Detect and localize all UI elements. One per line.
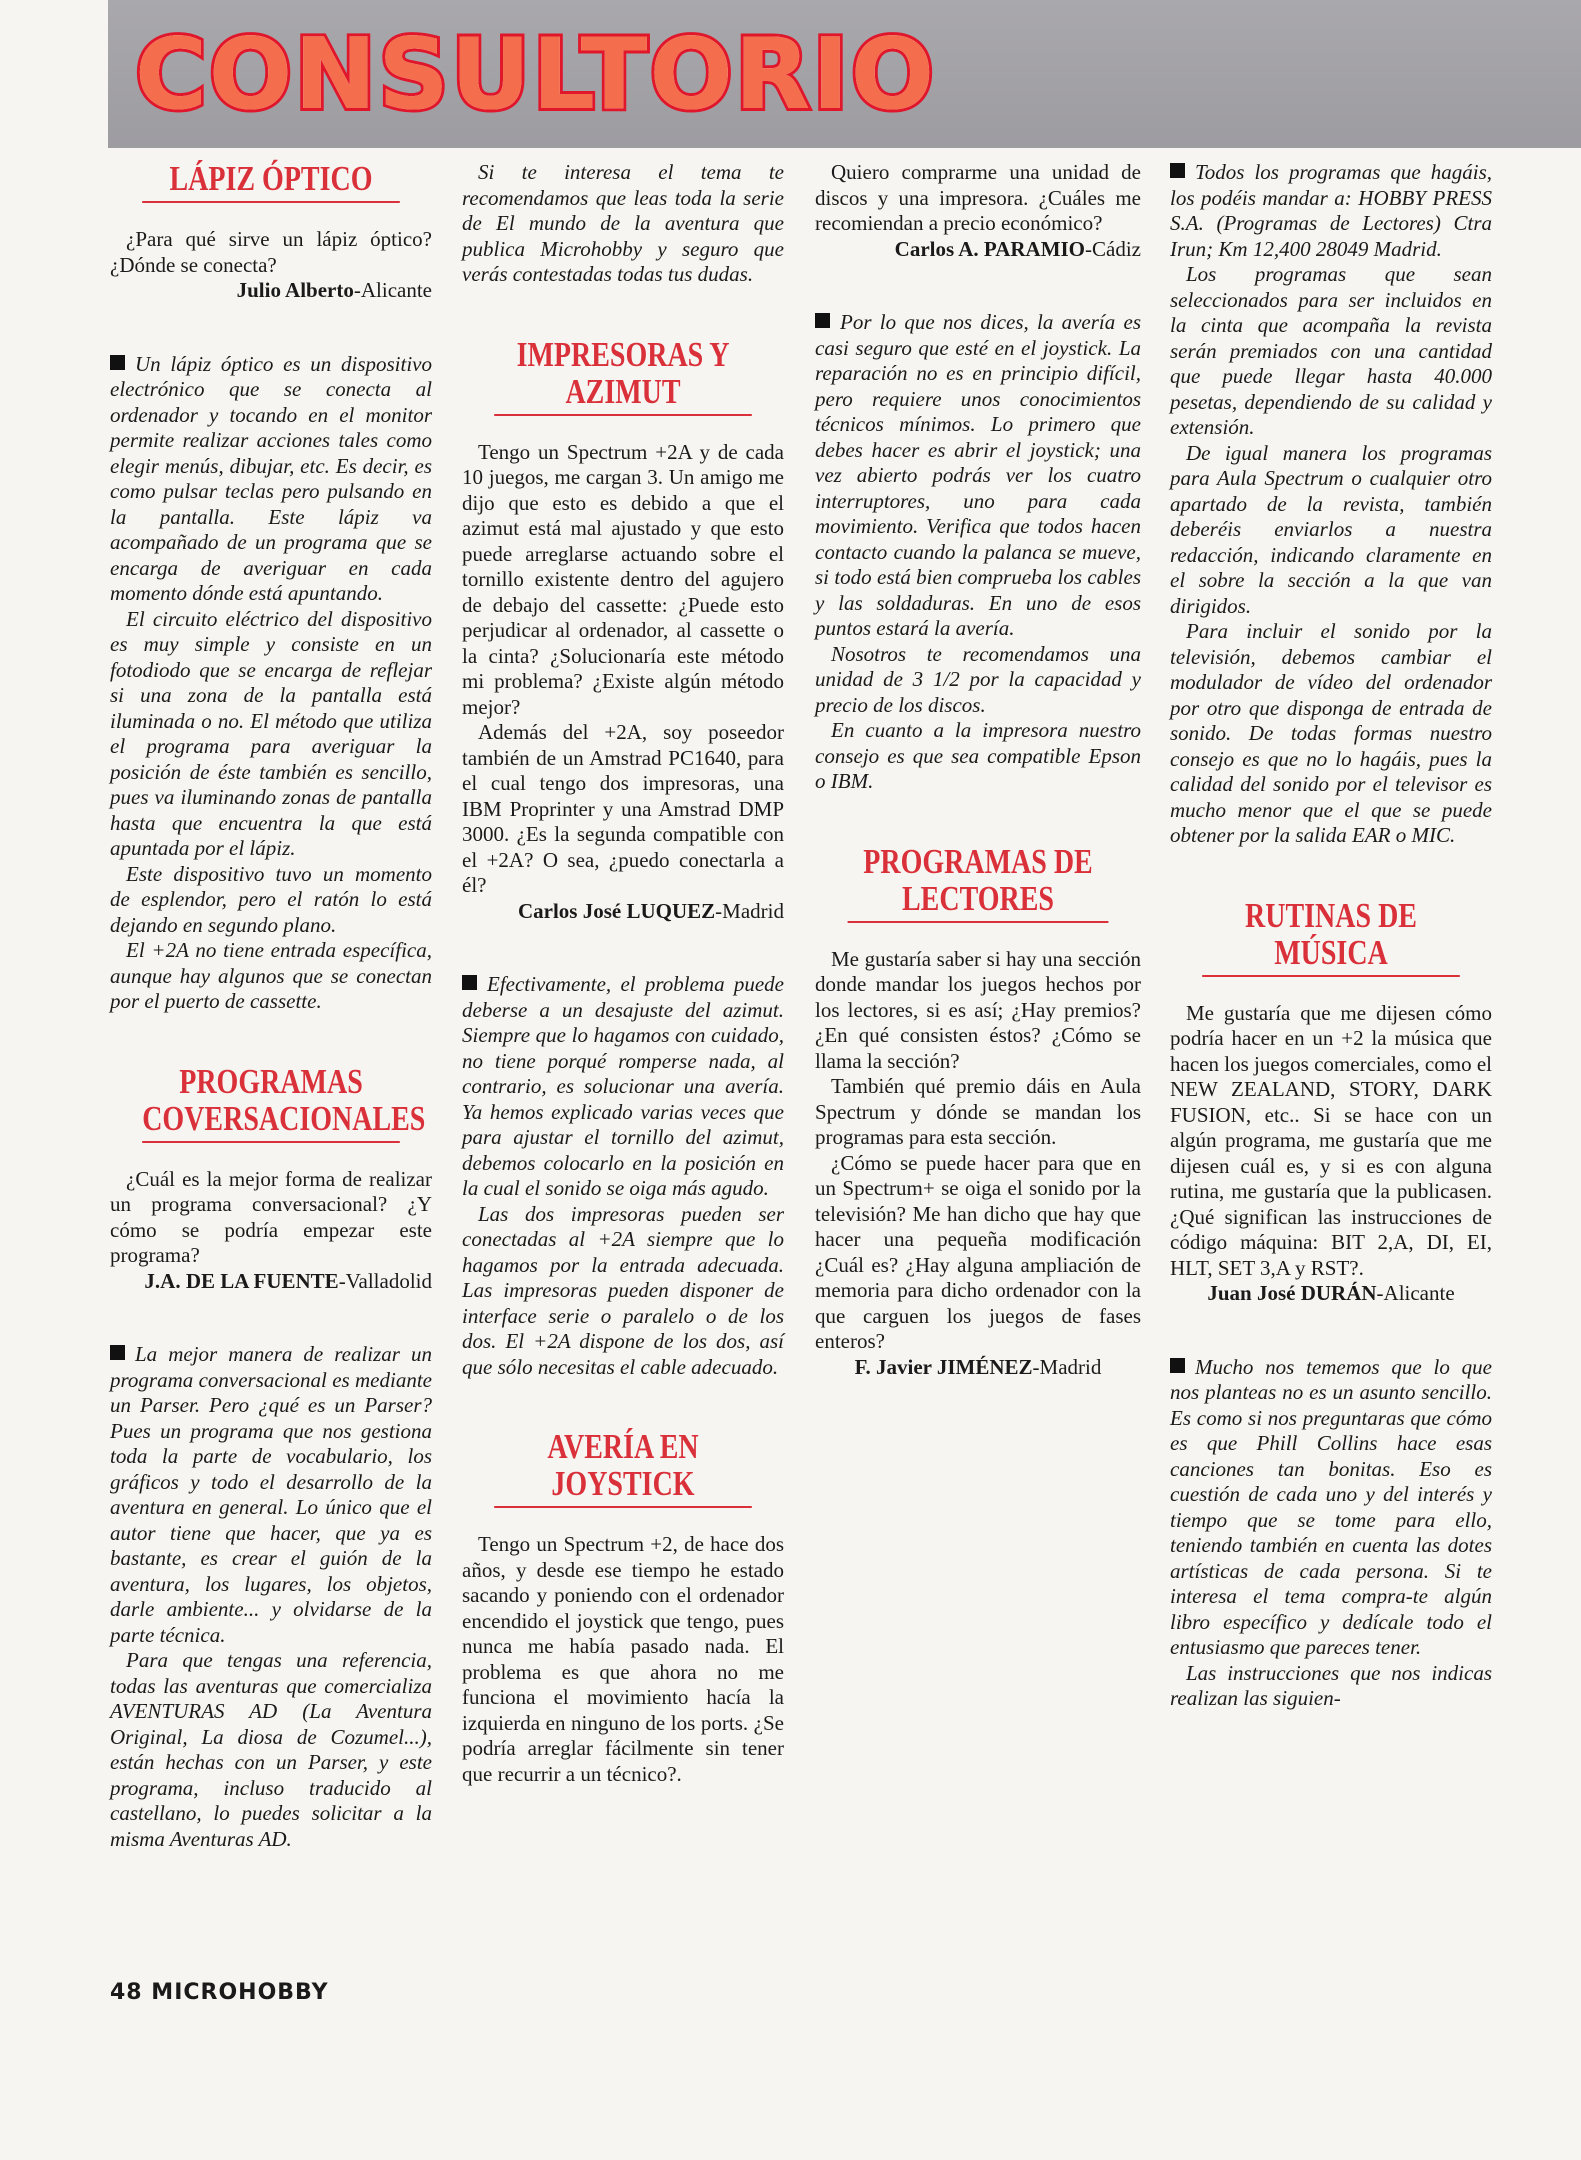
reply-paragraph: El +2A no tiene entrada específica, aunque hay algunos que se conectan por el puerto de cassette. [110,938,432,1013]
signature-name: Carlos A. PARAMIO [894,236,1086,261]
reply-paragraph: Para que tengas una referencia, todas las aventuras que comercializa AVENTURAS AD (La Aventura Original, La diosa de Cozumel...), están hechas con un Parser, y este programa, incluso traducido al castellano, lo puedes solicitar a la misma Aventuras AD. [110,1648,432,1851]
section-title-line: AZIMUT [565,371,681,411]
reply-paragraph: Los programas que sean seleccionados para ser incluidos en la cinta que acompaña la revista serán premiados con una cantidad que puede llegar hasta 40.000 pesetas, dependiendo de su calidad y extensión. [1170,262,1492,439]
signature-musica [1170,1281,1492,1307]
reply-paragraph: En cuanto a la impresora nuestro consejo es que sea compatible Epson o IBM. [815,718,1141,793]
letter-lectores [815,947,1141,1355]
section-title-lapiz [142,160,400,203]
reply-paragraph: Este dispositivo tuvo un momento de esplendor, pero el ratón lo está dejando en segundo plano. [110,861,432,937]
letter-averia-cont [815,160,1141,237]
signature-place: -Alicante [1376,1281,1455,1305]
signature-name: Carlos José LUQUEZ [517,898,716,923]
section-title-musica [1202,897,1460,977]
bullet-square-icon [110,1345,125,1360]
letter-paragraph: Tengo un Spectrum +2, de hace dos años, y desde ese tiempo he estado sacando y poniendo con el ordenador encendido el joystick que tengo, pues nunca me había pasado nada. El problema es que ahora no me funciona el movimiento hacía la izquierda en ninguno de los ports. ¿Se podría arreglar fácilmente sin tener que recurrir a un técnico?. [462,1532,784,1786]
magazine-name: MICROHOBBY [151,1980,329,2005]
letter-paragraph: También qué premio dáis en Aula Spectrum y dónde se mandan los programas para esta sección. [815,1074,1141,1149]
reply-averia [815,310,1141,795]
letter-lapiz [110,227,432,278]
signature-place: -Valladolid [338,1268,432,1293]
page-footer [110,1980,329,2005]
reply-paragraph: El circuito eléctrico del dispositivo es muy simple y consiste en un fotodiodo que se encarga de reflejar si una zona de la pantalla está iluminada o no. El método que utiliza el programa para averiguar la posición de éste también es sencillo, pues va iluminando zonas de pantalla hasta que encuentra la que está apuntada por el lápiz. [110,606,432,860]
section-title-line: LECTORES [902,878,1054,918]
letter-paragraph: ¿Cuál es la mejor forma de realizar un programa conversacional? ¿Y cómo se podría empezar este programa? [110,1166,432,1267]
reply-paragraph: La mejor manera de realizar un programa conversacional es mediante un Parser. Pero ¿qué es un Parser? Pues un programa que nos gestiona toda la parte de vocabulario, los gráficos y todo el desarrollo de la aventura en general. Lo único que el autor tiene que hacer, que ya es bastante, es crear el guión de la aventura, los lugares, los objetos, darle ambiente... y olvidarse de la parte técnica. [110,1342,432,1647]
letter-paragraph: ¿Cómo se puede hacer para que en un Spectrum+ se oiga el sonido por la televisión? Me han dicho que hay que hacer una pequeña modificación ¿Cuál es? ¿Hay alguna ampliación de memoria para dicho ordenador con la que carguen los juegos de fases enteros? [815,1150,1141,1353]
letter-paragraph: Quiero comprarme una unidad de discos y una impresora. ¿Cuáles me recomiendan a precio económico? [815,160,1141,235]
column-3 [815,160,1141,1380]
letter-conversacionales [110,1167,432,1269]
signature-conversacionales [110,1269,432,1295]
letter-paragraph: ¿Para qué sirve un lápiz óptico? ¿Dónde se conecta? [110,227,432,277]
masthead-title: CONSULTORIO [135,18,937,132]
section-title-text: LÁPIZ ÓPTICO [169,159,373,198]
reply-paragraph: Efectivamente, el problema puede deberse a un desajuste del azimut. Siempre que lo hagamos con cuidado, no tiene porqué romperse nada, al contrario, es solucionar una avería. Ya hemos explicado varias veces que para ajustar el tornillo del azimut, debemos colocarlo en la posición en la cual el sonido se oiga más agudo. [462,972,784,1200]
reply-musica [1170,1355,1492,1712]
reply-conversacionales-cont [462,160,784,288]
signature-name: Juan José DURÁN [1207,1281,1377,1305]
letter-paragraph: Tengo un Spectrum +2A y de cada 10 juegos, me cargan 3. Un amigo me dijo que esto es debido a que el azimut está mal ajustado y que esto puede arreglarse actuando sobre el tornillo existente dentro del agujero de debajo del cassette: ¿Puede esto perjudicar al ordenador, al cassette o la cinta? ¿Solucionaría este método mi problema? ¿Existe algún método mejor? [462,439,784,719]
reply-paragraph: Si te interesa el tema te recomendamos que leas toda la serie de El mundo de la aventura que publica Microhobby y seguro que verás contestadas todas tus dudas. [462,160,784,286]
reply-conversacionales [110,1342,432,1852]
section-title-averia [494,1428,752,1508]
signature-place: -Alicante [353,278,432,302]
column-4 [1170,160,1492,1712]
bullet-square-icon [1170,163,1185,178]
letter-impresoras [462,440,784,899]
section-title-text: RUTINAS DE MÚSICA [1245,895,1417,972]
page-number: 48 [110,1980,143,2005]
section-title-line: PROGRAMAS DE [863,841,1093,881]
reply-paragraph: Todos los programas que hagáis, los podéis mandar a: HOBBY PRESS S.A. (Programas de Lectores) Ctra Irun; Km 12,400 28049 Madrid. [1170,160,1492,261]
reply-paragraph: Por lo que nos dices, la avería es casi seguro que esté en el joystick. La reparación no es en principio difícil, pero requiere unos conocimientos técnicos mínimos. Lo primero que debes hacer es abrir el joystick; una vez abierto podrás ver los cuatro interruptores, uno para cada movimiento. Verifica que todos hacen contacto cuando la palanca se mueve, si todo está bien comprueba los cables y las soldaduras. En uno de esos puntos estará la avería. [815,310,1141,640]
signature-lectores [815,1355,1141,1381]
section-title-conversacionales [142,1061,426,1143]
reply-paragraph: Las dos impresoras pueden ser conectadas al +2A siempre que lo hagamos por la entrada adecuada. Las impresoras pueden disponer de interface serie o paralelo o de los dos. El +2A dispone de los dos, así que sólo necesitas el cable adecuado. [462,1201,784,1379]
signature-lapiz [110,278,432,304]
signature-name: J.A. DE LA FUENTE [144,1268,339,1293]
signature-averia [815,237,1141,263]
signature-place: -Cádiz [1085,236,1141,261]
bullet-square-icon [110,355,125,370]
section-title-line: COVERSACIONALES [142,1098,426,1138]
section-title-line: JOYSTICK [551,1464,695,1503]
bullet-square-icon [815,313,830,328]
reply-impresoras [462,972,784,1380]
letter-paragraph: Me gustaría saber si hay una sección donde mandar los juegos hechos por los lectores, si es así; ¿Hay premios? ¿En qué consisten éstos? ¿Cómo se llama la sección? [815,946,1141,1073]
reply-lectores [1170,160,1492,849]
letter-averia [462,1532,784,1787]
reply-paragraph: Para incluir el sonido por la televisión, debemos cambiar el modulador de vídeo del ordenador por otro que disponga de entrada de sonido. De todas formas nuestro consejo es que no lo hagáis, pues la calidad del sonido por el televisor es mucho menor que el que se puede obtener por la salida EAR o MIC. [1170,619,1492,847]
signature-place: -Madrid [715,898,784,923]
letter-paragraph: Me gustaría que me dijesen cómo podría hacer en un +2 la música que hacen los juegos comerciales, como el NEW ZEALAND, STORY, DARK FUSION, etc.. Si se hace con un algún programa, me gustaría que me dijesen cuál es, y si es con alguna rutina, me gustaría que la publicasen. ¿Qué significan las instrucciones de código máquina: BIT 2,A, DI, EI, HLT, SET 3,A y RST?. [1170,1000,1492,1280]
bullet-square-icon [1170,1358,1185,1373]
reply-paragraph: Nosotros te recomendamos una unidad de 3 1/2 por la capacidad y precio de los discos. [815,641,1141,717]
reply-paragraph: De igual manera los programas para Aula Spectrum o cualquier otro apartado de la revista, también deberéis enviarlos a nuestra redacción, indicando claramente en el sobre la sección a la que van dirigidos. [1170,440,1492,618]
reply-paragraph: Un lápiz óptico es un dispositivo electrónico que se conecta al ordenador y tocando en el monitor permite realizar acciones tales como elegir menús, dibujar, etc. Es decir, es como pulsar teclas pero pulsando en la pantalla. Este lápiz va acompañado de un programa que se encarga de averiguar en cada momento dónde está apuntando. [110,351,432,605]
section-title-impresoras [494,336,752,416]
signature-name: Julio Alberto [236,278,354,302]
bullet-square-icon [462,975,477,990]
reply-paragraph: Las instrucciones que nos indicas realizan las siguien- [1170,1660,1492,1710]
section-title-line: IMPRESORAS Y [516,334,730,374]
letter-musica [1170,1001,1492,1282]
signature-impresoras [462,899,784,925]
column-1 [110,160,432,1852]
section-title-line: AVERÍA EN [547,1427,699,1466]
reply-lapiz [110,352,432,1015]
column-2 [462,160,784,1787]
signature-name: F. Javier JIMÉNEZ [854,1354,1033,1379]
letter-paragraph: Además del +2A, soy poseedor también de un Amstrad PC1640, para el cual tengo dos impresoras, una IBM Proprinter y una Amstrad DMP 3000. ¿Es la segunda compatible con el +2A? O sea, ¿puedo conectarla a él? [462,720,784,897]
section-title-lectores [848,843,1109,923]
section-title-line: PROGRAMAS [179,1061,363,1101]
reply-paragraph: Mucho nos tememos que lo que nos planteas no es un asunto sencillo. Es como si nos preguntaras que cómo es que Phill Collins hace esas canciones tan bonitas. Eso es cuestión de cada uno y del interés y tiempo que se tome para ello, teniendo también en cuenta las dotes artísticas de cada persona. Si te interesa el tema compra-te algún libro específico y dedícale todo el entusiasmo que pareces tener. [1170,1354,1492,1659]
signature-place: -Madrid [1032,1354,1102,1379]
